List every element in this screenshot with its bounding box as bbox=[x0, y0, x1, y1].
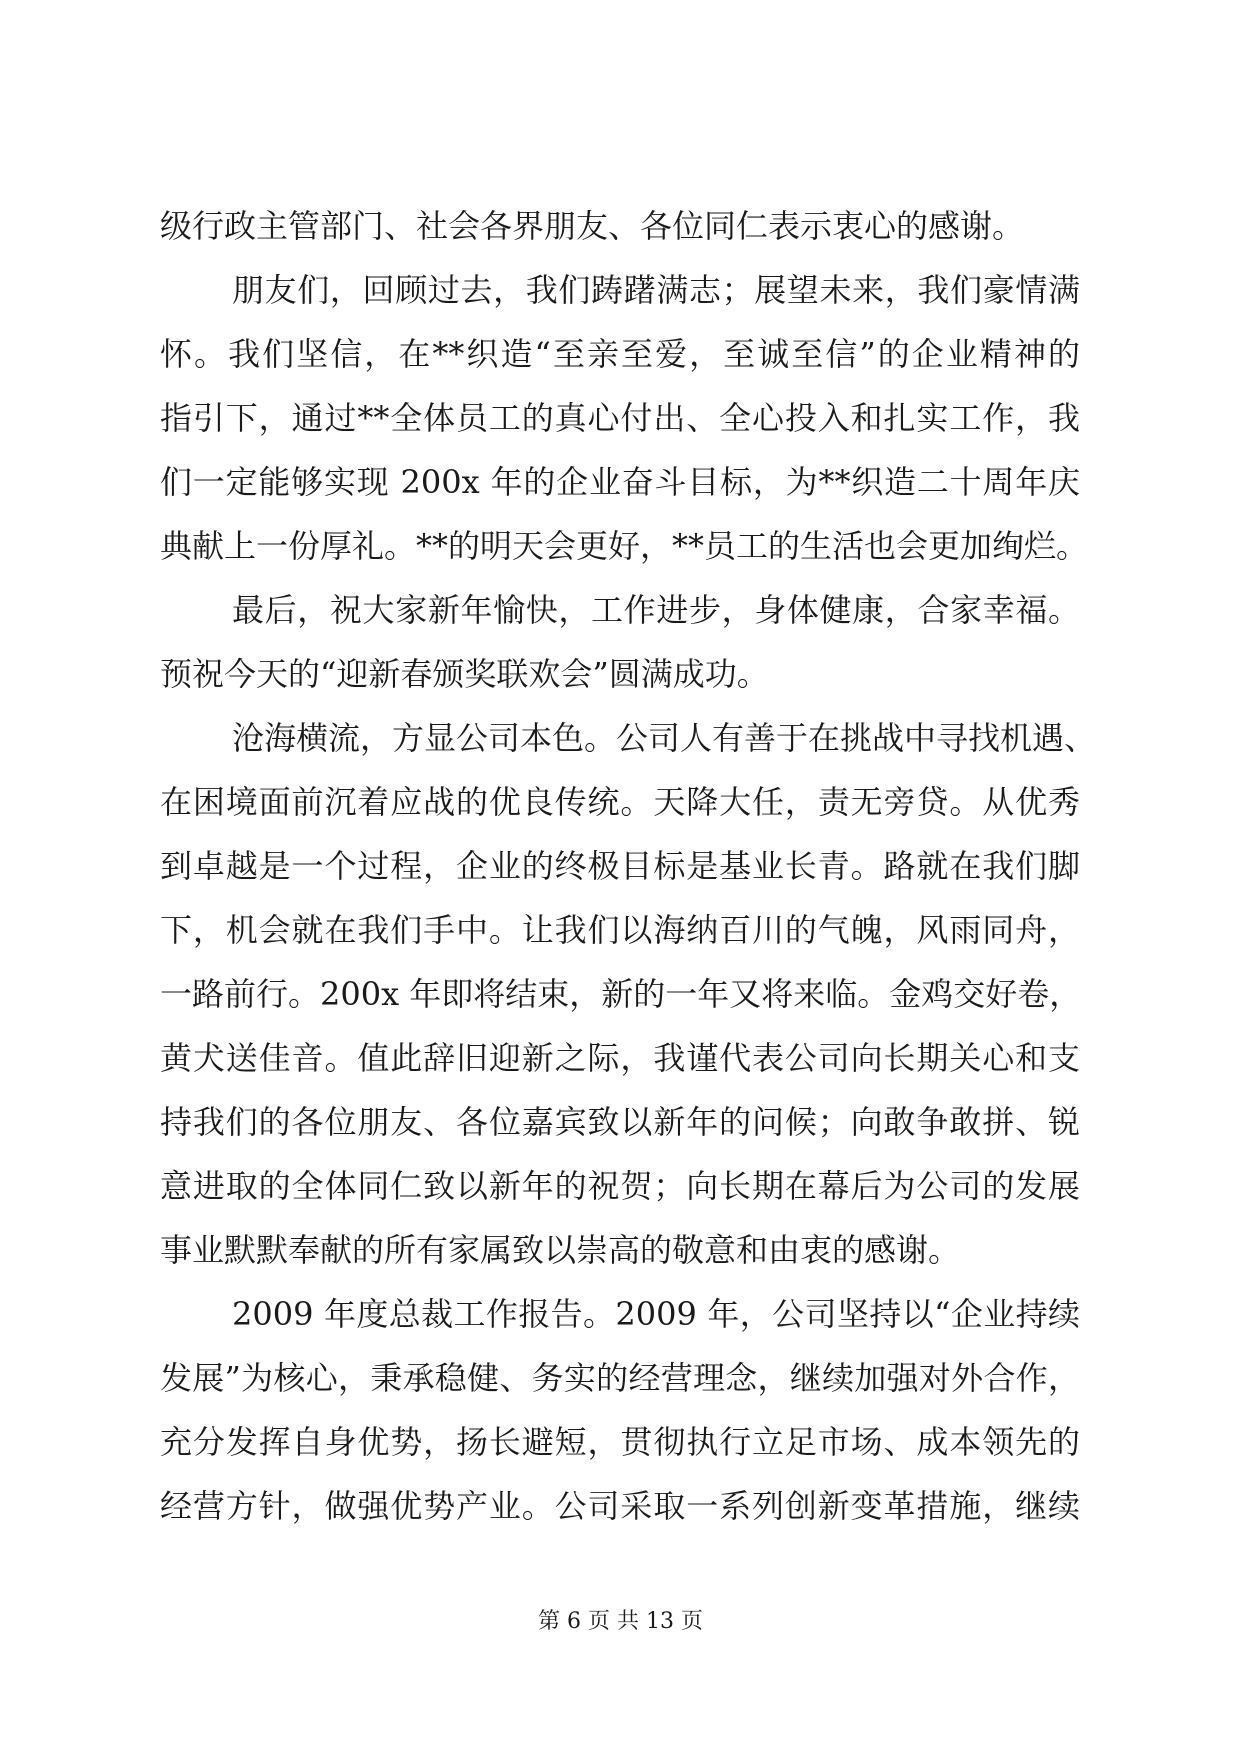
paragraph-line: 朋友们，回顾过去，我们踌躇满志；展望未来，我们豪情满 bbox=[232, 271, 1080, 309]
paragraph-line: 到卓越是一个过程，企业的终极目标是基业长青。路就在我们脚 bbox=[160, 847, 1080, 885]
paragraph-line: 最后，祝大家新年愉快，工作进步，身体健康，合家幸福。 bbox=[232, 591, 1080, 629]
paragraph-line: 怀。我们坚信，在**织造“至亲至爱，至诚至信”的企业精神的 bbox=[160, 335, 1080, 373]
paragraph-line: 持我们的各位朋友、各位嘉宾致以新年的问候；向敢争敢拼、锐 bbox=[160, 1103, 1080, 1141]
paragraph-line: 指引下，通过**全体员工的真心付出、全心投入和扎实工作，我 bbox=[160, 399, 1080, 437]
paragraph-line: 沧海横流，方显公司本色。公司人有善于在挑战中寻找机遇、 bbox=[232, 719, 1097, 757]
paragraph-line: 2009 年度总裁工作报告。2009 年，公司坚持以“企业持续 bbox=[232, 1295, 1080, 1333]
paragraph-line: 典献上一份厚礼。**的明天会更好，**员工的生活也会更加绚烂。 bbox=[160, 527, 1089, 565]
paragraph-line: 发展”为核心，秉承稳健、务实的经营理念，继续加强对外合作， bbox=[160, 1359, 1080, 1397]
paragraph-line: 事业默默奉献的所有家属致以崇高的敬意和由衷的感谢。 bbox=[160, 1231, 961, 1269]
paragraph-line: 经营方针，做强优势产业。公司采取一系列创新变革措施，继续 bbox=[160, 1487, 1080, 1525]
paragraph-line: 下，机会就在我们手中。让我们以海纳百川的气魄，风雨同舟， bbox=[160, 911, 1080, 949]
paragraph-line: 预祝今天的“迎新春颁奖联欢会”圆满成功。 bbox=[160, 655, 769, 693]
paragraph-line: 一路前行。200x 年即将结束，新的一年又将来临。金鸡交好卷， bbox=[160, 975, 1082, 1013]
paragraph-line: 级行政主管部门、社会各界朋友、各位同仁表示衷心的感谢。 bbox=[160, 207, 1025, 245]
paragraph-line: 充分发挥自身优势，扬长避短，贯彻执行立足市场、成本领先的 bbox=[160, 1423, 1080, 1461]
paragraph-line: 在困境面前沉着应战的优良传统。天降大任，责无旁贷。从优秀 bbox=[160, 783, 1080, 821]
paragraph-line: 意进取的全体同仁致以新年的祝贺；向长期在幕后为公司的发展 bbox=[160, 1167, 1080, 1205]
page-footer: 第 6 页 共 13 页 bbox=[538, 1609, 703, 1634]
paragraph-line: 们一定能够实现 200x 年的企业奋斗目标，为**织造二十周年庆 bbox=[160, 463, 1080, 501]
paragraph-line: 黄犬送佳音。值此辞旧迎新之际，我谨代表公司向长期关心和支 bbox=[160, 1039, 1080, 1077]
